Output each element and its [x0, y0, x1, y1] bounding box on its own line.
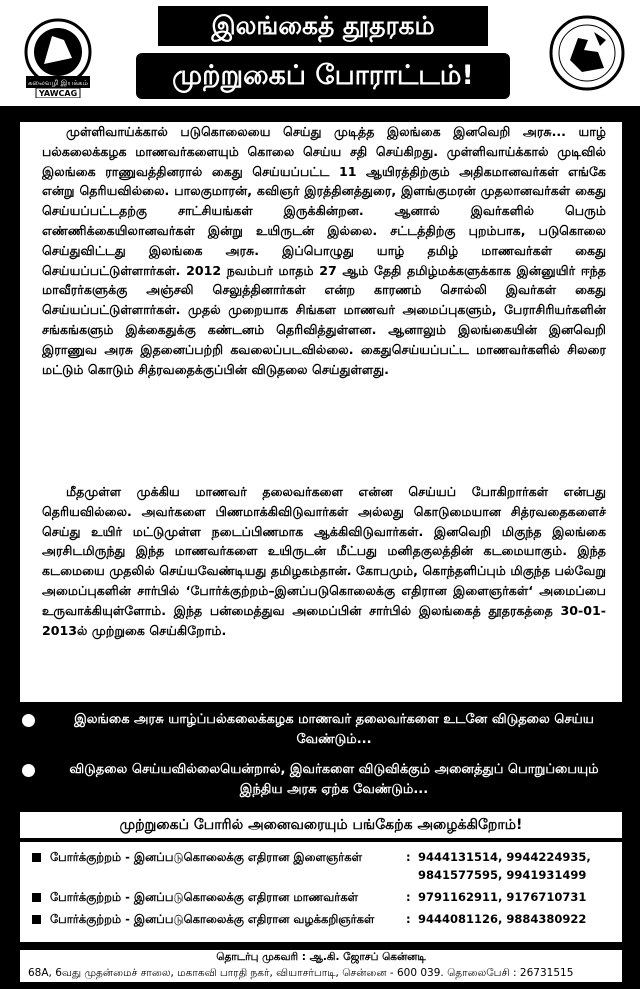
- paragraph-1: முள்ளிவாய்க்கால் படுகொலையை செய்து முடித்த இலங்கை இனவெறி அரசு... யாழ் பல்கலைக்கழக மாணவர்களையும் கொலை செய்ய சதி செய்கிறது. முள்ளிவாய்க்கால் முடிவில் இலங்கை ராணுவத்தினரால் கைது செய்யப்பட்ட 11 ஆயிரத்திற்கும் அதிகமானவர்கள் எங்கே என்று தெரியவில்லை. பாலகுமாரன், கவிஞர் இரத்தினத்துரை, இளங்குமரன் முதலானவர்கள் கைது செய்யப்பட்டதற்கு சாட்சியங்கள் இருக்கின்றன. ஆனால் இவர்களில் பெரும் எண்ணிக்கையிலானவர்கள் இன்று உயிருடன் இல்லை. சட்டத்திற்கு புறம்பாக, படுகொலை செய்துவிட்டது இலங்கை அரசு. இப்பொழுது யாழ் தமிழ் மாணவர்கள் கைது செய்யப்பட்டுள்ளார்கள். 2012 நவம்பர் மாதம் 27 ஆம் தேதி தமிழ்மக்களுக்காக இன்னுயிர் ஈந்த மாவீரர்களுக்கு அஞ்சலி செலுத்தினார்கள் என்ற காரணம் சொல்லி இவர்கள் கைது செய்யப்பட்டுள்ளார்கள். முதல் முறையாக சிங்கள மாணவர் அமைப்புகளும், பேராசிரியர்களின் சங்கங்களும் இக்கைதுக்கு கண்டனம் தெரிவித்துள்ளன. ஆனாலும் இலங்கையின் இனவெறி இராணுவ அரசு இதனைப்பற்றி கவலைப்படவில்லை. கைதுசெய்யப்பட்ட மாணவர்களில் சிலரை மட்டும் கொடும் சித்ரவதைக்குப்பின் விடுதலை செய்துள்ளது.: [42, 124, 606, 377]
- colon: :: [406, 850, 411, 864]
- logo-left-tamil: கலைவழி இயக்கம்: [27, 79, 89, 87]
- square-bullet-icon: [32, 853, 41, 862]
- paragraph-2: மீதமுள்ள முக்கிய மாணவர் தலைவர்களை என்ன செய்யப் போகிறார்கள் என்பது தெரியவில்லை. அவர்களை பிணமாக்கிவிடுவார்கள் அல்லது கொடுமையான சித்ரவதைகளைச் செய்து உயிர் மட்டுமுள்ள நடைப்பிணமாக ஆக்கிவிடுவார்கள். இனவெறி மிகுந்த இலங்கை அரசிடமிருந்து இந்த மாணவர்களை உயிருடன் மீட்பது மனிதகுலத்தின் கடமையாகும். இந்த கடமையை முதலில் செய்யவேண்டியது தமிழகம்தான். கோபமும், கொந்தளிப்பும் மிகுந்த பல்வேறு அமைப்புகளின் சார்பில் ‘போர்க்குற்றம்–இனப்படுகொலைக்கு எதிரான இளைஞர்கள்‘ அமைப்பை உருவாக்கியுள்ளோம். இந்த பன்மைத்துவ அமைப்பின் சார்பில் இலங்கைத் தூதரகத்தை 30-01-2013ல் முற்றுகை செய்கிறோம்.: [42, 484, 606, 638]
- contact-org: போர்க்குற்றம் - இனப்படுகொலைக்கு எதிரான இளைஞர்கள்: [50, 850, 362, 864]
- square-bullet-icon: [32, 915, 41, 924]
- colon: :: [406, 912, 411, 926]
- contact-phones: 9791162911, 9176710731: [418, 890, 587, 904]
- contact-phones: 9444081126, 9884380922: [418, 912, 587, 926]
- logo-left-caption: YAWCAG: [38, 89, 78, 98]
- fist-emblem-icon: [548, 10, 626, 96]
- demand-text-1: இலங்கை அரசு யாழ்ப்பல்கலைக்கழக மாணவர் தலைவர்களை உடனே விடுதலை செய்ய வேண்டும்...: [74, 712, 594, 747]
- title-line2: முற்றுகைப் போராட்டம்!: [136, 53, 510, 99]
- contact-org: போர்க்குற்றம் - இனப்படுகொலைக்கு எதிரான மாணவர்கள்: [50, 890, 359, 904]
- yawcag-logo-icon: [20, 18, 96, 98]
- demand-text-2: விடுதலை செய்யவில்லையென்றால், இவர்களை விடுவிக்கும் அனைத்துப் பொறுப்பையும் இந்திய அரசு ஏற்க வேண்டும்...: [69, 762, 599, 797]
- bullet-dot-icon: [22, 714, 35, 727]
- header: [0, 0, 640, 106]
- contact-phones-2: 9841577595, 9941931499: [418, 868, 587, 882]
- footer-contact-label: தொடர்பு முகவரி : ஆ.கி. ஜோசப் கென்னடி: [216, 951, 426, 963]
- bullet-dot-icon: [22, 764, 35, 777]
- contact-phones: 9444131514, 9944224935,: [418, 850, 591, 864]
- contact-org: போர்க்குற்றம் - இனப்படுகொலைக்கு எதிரான வழக்கறிஞர்கள்: [50, 912, 375, 926]
- footer: [20, 950, 622, 982]
- demand-bullet-1: [22, 710, 622, 752]
- title-line1: இலங்கைத் தூதரகம்: [158, 6, 488, 46]
- footer-address: 68A, 6வது முதன்மைச் சாலை, மகாகவி பாரதி நகர், வியாசர்பாடி, சென்னை - 600 039. தொலைபேசி : 26731515: [28, 967, 574, 979]
- demand-bullet-2: [22, 760, 622, 804]
- square-bullet-icon: [32, 893, 41, 902]
- call-to-action: முற்றுகைப் போரில் அனைவரையும் பங்கேற்க அழைக்கிறோம்!: [20, 812, 622, 838]
- colon: :: [406, 890, 411, 904]
- contacts-box: [20, 842, 622, 942]
